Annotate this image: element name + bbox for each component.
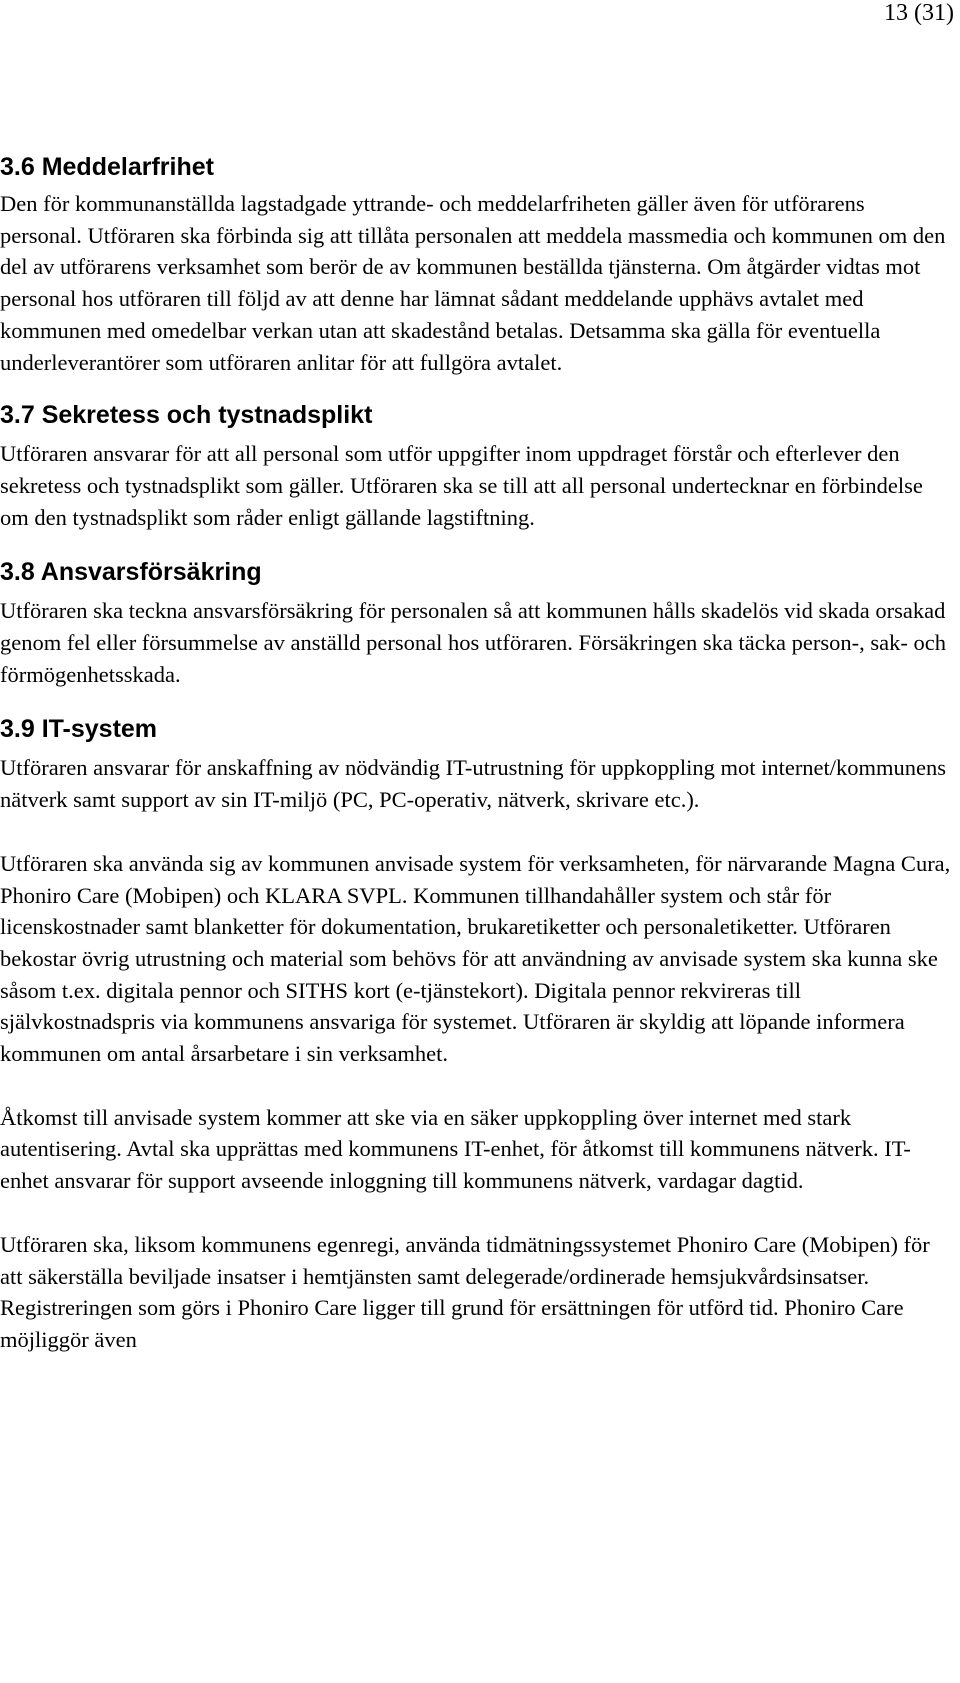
section-heading: 3.7 Sekretess och tystnadsplikt [0, 401, 373, 430]
section-heading: 3.8 Ansvarsförsäkring [0, 558, 262, 587]
section-paragraph: Utföraren ska, liksom kommunens egenregi, använda tidmätningssystemet Phoniro Care (Mobipen) för att säkerställa beviljade insatser i hemtjänsten samt delegerade/ordinerade hemsjukvårdsinsatser. Registreringen som görs i Phoniro Care ligger till grund för ersättningen för utförd tid. Phoniro Care möjliggör även [0, 1231, 930, 1352]
section-heading: 3.9 IT-system [0, 715, 158, 744]
section-paragraph: Åtkomst till anvisade system kommer att ske via en säker uppkoppling över internet med stark autentisering. Avtal ska upprättas med kommunens IT-enhet, för åtkomst till kommunens nätverk. IT-enhet ansvarar för support avseende inloggning till kommunens nätverk, vardagar dagtid. [0, 1104, 911, 1194]
section-paragraph: Utföraren ansvarar för att all personal som utför uppgifter inom uppdraget förstår och efterlever den sekretess och tystnadsplikt som gäller. Utföraren ska se till att all personal undertecknar en förbindelse om den tystnadsplikt som råder enligt gällande lagstiftning. [0, 441, 923, 530]
document-body [0, 150, 952, 1356]
section-ansvarsforsakring [0, 555, 952, 690]
section-paragraph: Utföraren ska teckna ansvarsförsäkring för personalen så att kommunen hålls skadelös vid skada orsakad genom fel eller försummelse av anställd personal hos utföraren. Försäkringen ska täcka person-, sak- och förmögenhetsskada. [0, 598, 946, 687]
section-it-system [0, 712, 952, 1355]
section-paragraph: Utföraren ska använda sig av kommunen anvisade system för verksamheten, för närvarande Magna Cura, Phoniro Care (Mobipen) och KLARA SVPL. Kommunen tillhandahåller system och står för licenskostnader samt blanketter för dokumentation, brukaretiketter och personaletiketter. Utföraren bekostar övrig utrustning och material som behövs för att användning av anvisade system ska kunna ske såsom t.ex. digitala pennor och SITHS kort (e-tjänstekort). Digitala pennor rekvireras till självkostnadspris via kommunens ansvariga för systemet. Utföraren är skyldig att löpande informera kommunen om antal årsarbetare i sin verksamhet. [0, 850, 951, 1067]
section-paragraph: Den för kommunanställda lagstadgade yttrande- och meddelarfriheten gäller även för utförarens personal. Utföraren ska förbinda sig att tillåta personalen att meddela massmedia och kommunen om den del av utförarens verksamhet som berör de av kommunen beställda tjänsterna. Om åtgärder vidtas mot personal hos utföraren till följd av att denne har lämnat sådant meddelande upphävs avtalet med kommunen med omedelbar verkan utan att skadestånd betalas. Detsamma ska gälla för eventuella underleverantörer som utföraren anlitar för att fullgöra avtalet. [0, 191, 946, 375]
section-heading: 3.6 Meddelarfrihet [0, 153, 214, 181]
section-paragraph: Utföraren ansvarar för anskaffning av nödvändig IT-utrustning för uppkoppling mot internet/kommunens nätverk samt support av sin IT-miljö (PC, PC-operativ, nätverk, skrivare etc.). [0, 755, 947, 813]
section-sekretess [0, 398, 952, 533]
page-number: 13 (31) [884, 0, 954, 26]
section-meddelarfrihet [0, 150, 952, 378]
